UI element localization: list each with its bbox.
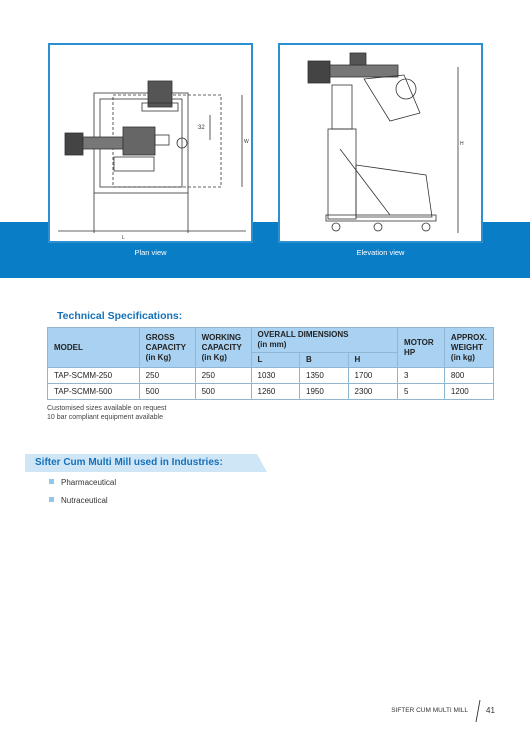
- footer-label: SIFTER CUM MULTI MILL: [391, 707, 468, 714]
- header-gross-capacity: GROSS CAPACITY (in Kg): [139, 328, 195, 368]
- cell-model: TAP-SCMM-500: [48, 384, 140, 400]
- cell-motor: 3: [398, 368, 445, 384]
- cell-weight: 1200: [444, 384, 493, 400]
- spec-title: Technical Specifications:: [57, 310, 183, 322]
- list-item: Nutraceutical: [49, 496, 108, 505]
- elevation-view-caption: Elevation view: [356, 248, 405, 257]
- cell-l: 1260: [251, 384, 300, 400]
- elevation-view-drawing: [280, 45, 481, 241]
- spec-table: [47, 327, 494, 400]
- note-10-bar: 10 bar compliant equipment available: [47, 414, 163, 421]
- cell-gross: 500: [139, 384, 195, 400]
- page-number: 41: [486, 706, 495, 715]
- cell-working: 500: [195, 384, 251, 400]
- plan-view-drawing: [50, 45, 251, 241]
- header-approx-weight: APPROX. WEIGHT (in kg): [444, 328, 493, 368]
- plan-dim-right: W: [244, 139, 249, 145]
- square-bullet-icon: [49, 497, 54, 502]
- table-row: [48, 384, 494, 400]
- industries-title: Sifter Cum Multi Mill used in Industries:: [35, 457, 223, 468]
- cell-gross: 250: [139, 368, 195, 384]
- header-h: H: [348, 353, 398, 368]
- header-model: MODEL: [48, 328, 140, 368]
- cell-working: 250: [195, 368, 251, 384]
- cell-h: 2300: [348, 384, 398, 400]
- header-motor-hp: MOTOR HP: [398, 328, 445, 368]
- plan-dim-bottom: L: [122, 235, 125, 241]
- cell-b: 1350: [300, 368, 349, 384]
- plan-view-caption: Plan view: [134, 248, 167, 257]
- header-working-capacity: WORKING CAPACITY (in Kg): [195, 328, 251, 368]
- note-customised: Customised sizes available on request: [47, 405, 167, 412]
- cell-motor: 5: [398, 384, 445, 400]
- elevation-view-figure: [278, 43, 483, 243]
- footer-divider: [474, 700, 482, 722]
- plan-view-figure: [48, 43, 253, 243]
- square-bullet-icon: [49, 479, 54, 484]
- cell-b: 1950: [300, 384, 349, 400]
- header-l: L: [251, 353, 300, 368]
- cell-model: TAP-SCMM-250: [48, 368, 140, 384]
- header-b: B: [300, 353, 349, 368]
- plan-dim-side: 32: [198, 125, 205, 131]
- cell-l: 1030: [251, 368, 300, 384]
- elevation-dim-right: H: [460, 141, 464, 147]
- cell-weight: 800: [444, 368, 493, 384]
- cell-h: 1700: [348, 368, 398, 384]
- header-overall-dimensions: OVERALL DIMENSIONS (in mm): [251, 328, 398, 353]
- list-item: Pharmaceutical: [49, 478, 116, 487]
- table-row: [48, 368, 494, 384]
